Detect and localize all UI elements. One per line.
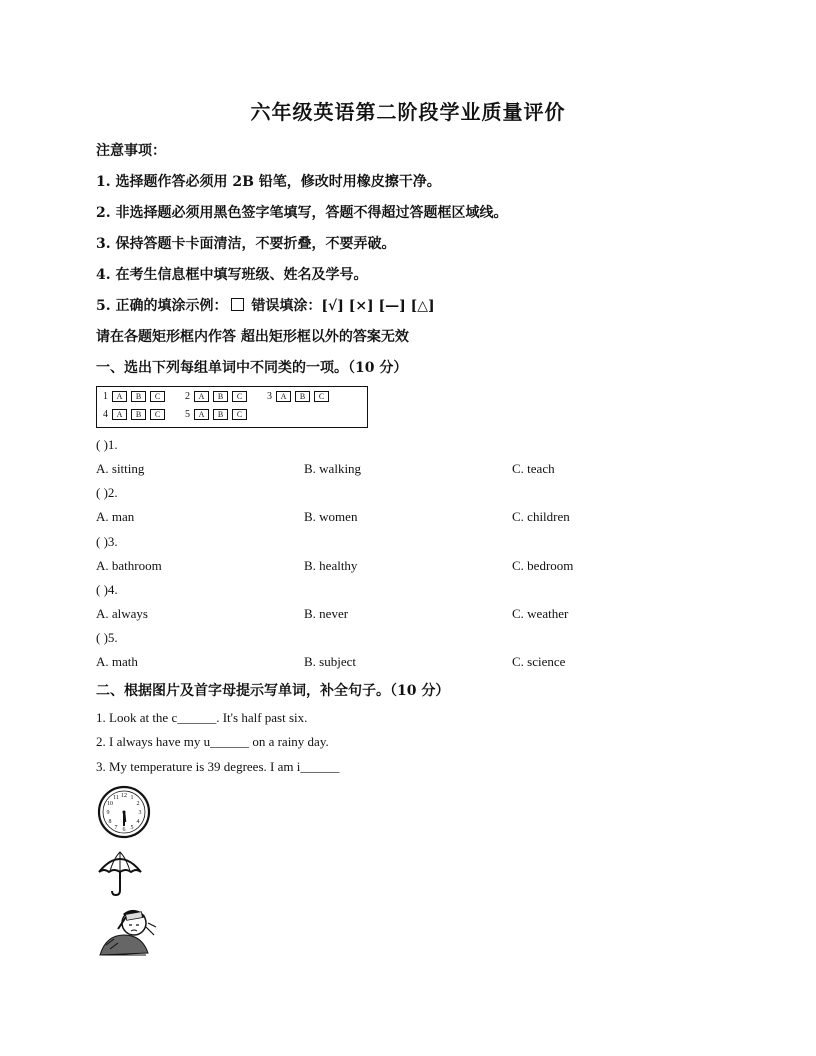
bubble-b[interactable]: B <box>213 391 228 402</box>
option-b: B. healthy <box>304 558 358 573</box>
bubble-b[interactable]: B <box>213 409 228 420</box>
bubble-a[interactable]: A <box>112 391 127 402</box>
option-b: B. walking <box>304 461 362 476</box>
svg-text:5: 5 <box>130 825 134 831</box>
note-item: 4. 在考生信息框中填写班级、姓名及学号。 <box>96 267 368 283</box>
answer-card-row <box>103 409 263 420</box>
note-item: 2. 非选择题必须用黑色签字笔填写，答题不得超过答题框区域线。 <box>96 205 508 221</box>
bubble-a[interactable]: A <box>194 409 209 420</box>
bubble-a[interactable]: A <box>112 409 127 420</box>
bubble-c[interactable]: C <box>232 391 247 402</box>
empty-box-icon <box>231 298 244 311</box>
answer-instruction: 请在各题矩形框内作答 超出矩形框以外的答案无效 <box>96 329 409 345</box>
fill-example-wrong: 错误填涂：[√] [×] [—] [△] <box>246 298 435 314</box>
card-num: 1 <box>103 391 108 402</box>
card-num: 3 <box>267 391 272 402</box>
question-number: ( )5. <box>96 630 118 645</box>
option-c: C. weather <box>512 606 569 621</box>
bubble-a[interactable]: A <box>276 391 291 402</box>
section2-heading: 二、根据图片及首字母提示写单词，补全句子。（10 分） <box>96 683 450 699</box>
svg-text:8: 8 <box>108 819 112 825</box>
question-number: ( )1. <box>96 437 118 452</box>
svg-text:7: 7 <box>114 825 118 831</box>
svg-text:11: 11 <box>113 795 119 801</box>
bubble-c[interactable]: C <box>232 409 247 420</box>
question-number: ( )4. <box>96 582 118 597</box>
fill-example <box>96 295 435 315</box>
clock-icon <box>96 784 152 840</box>
option-a: A. man <box>96 509 135 524</box>
answer-card-row <box>103 391 345 402</box>
notes-heading: 注意事项： <box>96 143 166 159</box>
answer-card <box>96 386 368 428</box>
section1-heading: 一、选出下列每组单词中不同类的一项。（10 分） <box>96 360 408 376</box>
umbrella-icon <box>96 848 144 898</box>
option-c: C. science <box>512 654 566 669</box>
svg-text:6: 6 <box>122 827 126 833</box>
bubble-c[interactable]: C <box>314 391 329 402</box>
bubble-b[interactable]: B <box>295 391 310 402</box>
note-item: 3. 保持答题卡卡面清洁，不要折叠，不要弄破。 <box>96 236 396 252</box>
fill-example-prefix: 5. 正确的填涂示例： <box>96 298 228 314</box>
bubble-b[interactable]: B <box>131 391 146 402</box>
sick-person-icon <box>96 905 158 957</box>
card-num: 2 <box>185 391 190 402</box>
bubble-c[interactable]: C <box>150 409 165 420</box>
option-b: B. subject <box>304 654 356 669</box>
svg-text:4: 4 <box>136 819 140 825</box>
option-c: C. teach <box>512 461 555 476</box>
page-title: 六年级英语第二阶段学业质量评价 <box>250 100 566 124</box>
option-c: C. bedroom <box>512 558 574 573</box>
bubble-a[interactable]: A <box>194 391 209 402</box>
svg-text:9: 9 <box>106 810 110 816</box>
option-b: B. women <box>304 509 358 524</box>
question-number: ( )2. <box>96 485 118 500</box>
option-a: A. sitting <box>96 461 145 476</box>
option-c: C. children <box>512 509 570 524</box>
bubble-b[interactable]: B <box>131 409 146 420</box>
fill-sentence: 3. My temperature is 39 degrees. I am i______ <box>96 759 340 774</box>
bubble-c[interactable]: C <box>150 391 165 402</box>
option-a: A. math <box>96 654 138 669</box>
svg-text:10: 10 <box>107 801 113 807</box>
option-a: A. bathroom <box>96 558 162 573</box>
fill-sentence: 2. I always have my u______ on a rainy day. <box>96 734 329 749</box>
svg-text:12: 12 <box>121 793 127 799</box>
note-item: 1. 选择题作答必须用 2B 铅笔，修改时用橡皮擦干净。 <box>96 174 441 190</box>
fill-sentence: 1. Look at the c______. It's half past six. <box>96 710 308 725</box>
question-number: ( )3. <box>96 534 118 549</box>
option-b: B. never <box>304 606 349 621</box>
option-a: A. always <box>96 606 148 621</box>
svg-text:1: 1 <box>130 795 134 801</box>
card-num: 4 <box>103 409 108 420</box>
svg-text:2: 2 <box>136 801 140 807</box>
card-num: 5 <box>185 409 190 420</box>
svg-text:3: 3 <box>138 810 142 816</box>
